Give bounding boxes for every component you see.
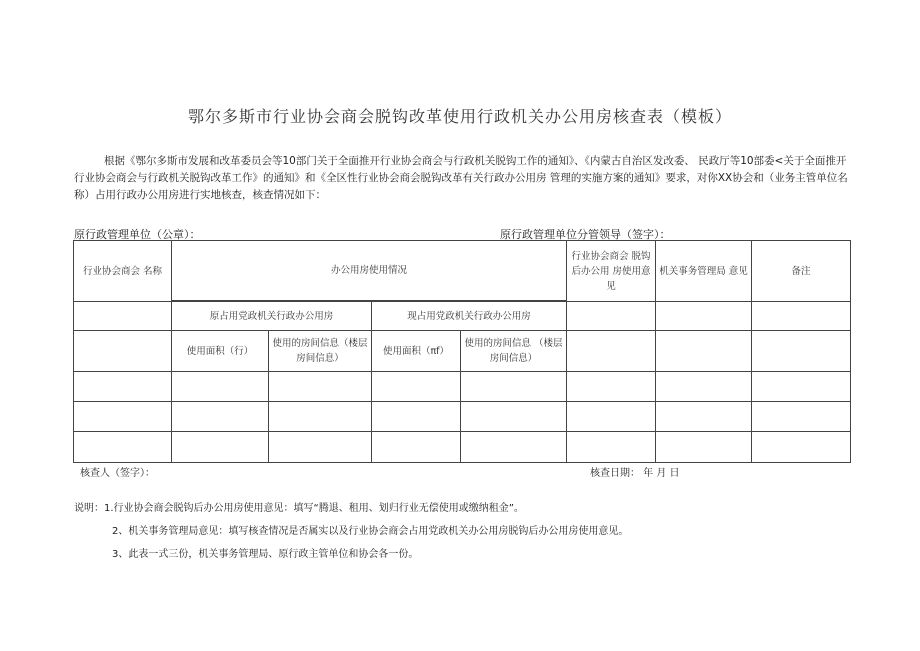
input-cell[interactable] <box>372 372 461 402</box>
table-row <box>74 432 851 463</box>
input-cell[interactable] <box>269 402 372 432</box>
header-post-decoupling-opinion: 行业协会商会 脱钩后办公用 房使用意见 <box>567 241 656 302</box>
input-cell[interactable] <box>372 402 461 432</box>
header-original-room-info: 使用的房间信息（楼层房间信息） <box>269 331 372 372</box>
inspector-signature-label: 核查人（签字）： <box>80 468 155 479</box>
table-row <box>74 372 851 402</box>
empty-cell <box>752 331 851 372</box>
header-current-office: 现占用党政机关行政办公用房 <box>372 302 567 331</box>
empty-cell <box>567 302 656 331</box>
input-cell[interactable] <box>752 432 851 463</box>
input-cell[interactable] <box>752 372 851 402</box>
input-cell[interactable] <box>74 372 172 402</box>
input-cell[interactable] <box>74 432 172 463</box>
original-admin-leader-signature-label: 原行政管理单位分管领导（签字）： <box>500 228 671 241</box>
header-current-area: 使用面积（πf） <box>372 331 461 372</box>
input-cell[interactable] <box>656 402 752 432</box>
document-title: 鄂尔多斯市行业协会商会脱钩改革使用行政机关办公用房核查表（模板） <box>187 107 732 126</box>
header-original-office: 原占用党政机关行政办公用房 <box>172 302 372 331</box>
input-cell[interactable] <box>372 432 461 463</box>
header-remarks: 备注 <box>752 241 851 302</box>
header-association-name: 行业协会商会 名称 <box>74 241 172 302</box>
intro-paragraph <box>74 153 852 204</box>
note-item: 2、机关事务管理局意见：填写核查情况是否属实以及行业协会商会占用党政机关办公用房脱钩后办公用房使用意见。 <box>112 526 629 537</box>
empty-cell <box>74 331 172 372</box>
intro-text: 根据《鄂尔多斯市发展和改革委员会等10部门关于全面推开行业协会商会与行政机关脱钩工作的通知》、《内蒙古自治区发改委、 民政厅等10部委<关于全面推开行业协会商会与行政机关脱钩改革工作》的通知》和《全区性行业协会商会脱钩改革有关行政办公用房 管理的实施方案的通知》要求，对你XX协会和（业务主管单位名称）占用行政办公用房进行实地核查，核查情况如下： <box>74 155 848 201</box>
input-cell[interactable] <box>656 372 752 402</box>
input-cell[interactable] <box>74 402 172 432</box>
empty-cell <box>656 331 752 372</box>
header-original-area: 使用面积（行） <box>172 331 269 372</box>
empty-cell <box>752 302 851 331</box>
input-cell[interactable] <box>269 372 372 402</box>
empty-cell <box>656 302 752 331</box>
original-admin-unit-seal-label: 原行政管理单位（公章）： <box>74 228 201 241</box>
input-cell[interactable] <box>461 402 567 432</box>
header-current-room-info: 使用的房间信息 （楼层房间信息） <box>461 331 567 372</box>
header-row-1 <box>74 241 851 301</box>
empty-cell <box>567 331 656 372</box>
empty-cell <box>74 302 172 331</box>
inspection-date-label: 核查日期： 年 月 日 <box>590 468 680 479</box>
input-cell[interactable] <box>172 402 269 432</box>
input-cell[interactable] <box>752 402 851 432</box>
input-cell[interactable] <box>269 432 372 463</box>
input-cell[interactable] <box>461 432 567 463</box>
header-row-2 <box>74 302 851 331</box>
table-row <box>74 402 851 432</box>
note-item: 说明：1.行业协会商会脱钩后办公用房使用意见：填写“腾退、租用、划归行业无偿使用或缴纳租金”。 <box>74 503 524 514</box>
header-affairs-bureau-opinion: 机关事务管理局 意见 <box>656 241 752 302</box>
notes-section <box>74 497 864 566</box>
input-cell[interactable] <box>656 432 752 463</box>
input-cell[interactable] <box>172 372 269 402</box>
input-cell[interactable] <box>567 372 656 402</box>
input-cell[interactable] <box>567 432 656 463</box>
input-cell[interactable] <box>567 402 656 432</box>
note-item: 3、此表一式三份，机关事务管理局、原行政主管单位和协会各一份。 <box>112 549 419 560</box>
input-cell[interactable] <box>461 372 567 402</box>
header-row-3 <box>74 331 851 372</box>
input-cell[interactable] <box>172 432 269 463</box>
header-office-usage: 办公用房使用情况 <box>172 241 567 301</box>
verification-table <box>73 240 851 463</box>
